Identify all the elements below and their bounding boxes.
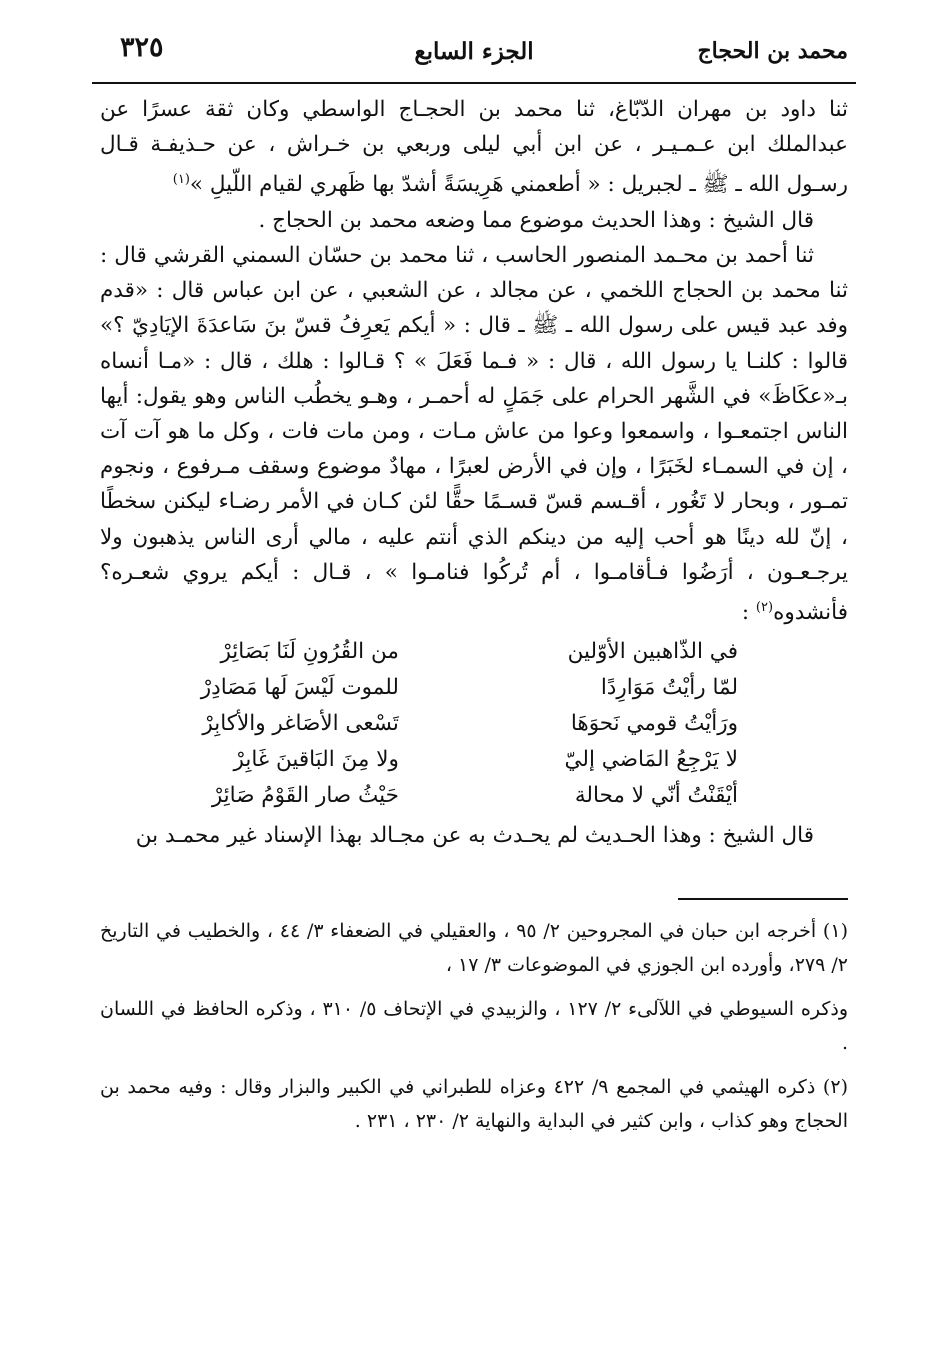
- verse-first-half: أيْقَنْتُ أنّي لا محالة: [574, 783, 738, 809]
- footnote-divider: [678, 898, 848, 900]
- verse-second-half: من القُرُونِ لَنَا بَصَائِرْ: [220, 639, 399, 665]
- verse-row: [110, 778, 738, 814]
- main-text-continued: [100, 818, 848, 853]
- page-number: ٣٢٥: [120, 32, 164, 63]
- footnote-1-continued: وذكره السيوطي في اللآلىء ٢/ ١٢٧ ، والزبيدي في الإتحاف ٥/ ٣١٠ ، وذكره الحافظ في اللسان .: [100, 997, 848, 1054]
- paragraph-comment-1: قال الشيخ : وهذا الحديث موضوع مما وضعه محمد بن الحجاج .: [258, 207, 814, 233]
- verse-second-half: تَسْعى الأصَاغر والأكابِرْ: [202, 711, 399, 737]
- verse-second-half: ولا مِنَ البَاقينَ غَابِرْ: [233, 747, 399, 773]
- main-text: [100, 92, 848, 630]
- verse-first-half: لمّا رأيْتُ مَوَارِدًا: [600, 675, 738, 701]
- running-title: محمد بن الحجاج: [697, 38, 848, 64]
- footnotes: [100, 914, 848, 1138]
- verse-second-half: للموت لَيْسَ لَها مَصَادِرْ: [200, 675, 399, 701]
- verse-row: [110, 742, 738, 778]
- header-divider: [92, 82, 856, 84]
- paragraph-hadith-1: ثنا داود بن مهران الدّبّاغ، ثنا محمد بن الحجـاج الواسطي وكان ثقة عسرًا عن عبدالملك ابن عـمـيـر ، عن ابن أبي ليلى وربعي بن خـراش ، عن حـذيفـة قـال رسـول الله ـ ﷺ ـ لجبريل : « أطعمني هَرِيسَةً أشدّ بها ظَهري لقيام اللّيلِ »$^{(١)}$: [100, 97, 848, 198]
- verse-first-half: ورَأيْتُ قومي نَحوَهَا: [570, 711, 738, 737]
- paragraph-hadith-2: ثنا أحمد بن محـمد المنصور الحاسب ، ثنا محمد بن حسّان السمني القرشي قال : ثنا محمد بن الحجاج اللخمي ، عن مجالد ، عن الشعبي ، عن ابن عباس قال : «قدم وفد عبد قيس على رسول الله ـ ﷺ ـ قال : « أيكم يَعرِفُ قسّ بنَ سَاعدَةَ الإيَادِيّ ؟» قالوا : كلنـا يا رسول الله ، قال : « فـما فَعَلَ » ؟ قـالوا : هلك ، قال : «مـا أنساه بـ«عكَاظَ» في الشَّهر الحرام على جَمَلٍ له أحمـر ، وهـو يخطُب الناس وهو يقول: أيها الناس اجتمعـوا ، واسمعوا وعوا من عاش مـات ، ومن مات فات ، وكل ما هو آت آت ، إن في السمـاء لخَبَرًا ، وإن في الأرض لعبرًا ، مهادٌ موضوع وسقف مـرفوع ، ونجوم تمـور ، وبحار لا تَغُور ، أقـسم قسّ قسـمًا حقًّا لئن كـان في الأمر رضـاء ليكنن سخطًا ، إنّ لله دينًا هو أحب إليه من دينكم الذي أنتم عليه ، مالي أرى الناس يذهبون ولا يرجـعـون ، أرَضُوا فـأقامـوا ، أم تُركُوا فنامـوا » ، قـال : أيكم يروي شعـره؟ فأنشدوه$^{(٢)}$ :: [100, 242, 848, 626]
- footnote-ref-2: (٢): [755, 600, 774, 615]
- page-header: [100, 32, 848, 82]
- verse-first-half: لا يَرْجِعُ المَاضي إليّ: [564, 747, 738, 773]
- volume-title: الجزء السابع: [414, 38, 534, 65]
- poem-verses: [110, 634, 738, 814]
- verse-first-half: في الذّاهبين الأوّلين: [567, 639, 738, 665]
- footnote-1: (١) أخرجه ابن حبان في المجروحين ٢/ ٩٥ ، والعقيلي في الضعفاء ٣/ ٤٤ ، والخطيب في التاريخ ٢/ ٢٧٩، وأورده ابن الجوزي في الموضوعات ٣/ ١٧ ،: [100, 919, 848, 976]
- verse-row: [110, 670, 738, 706]
- footnote-2: (٢) ذكره الهيثمي في المجمع ٩/ ٤٢٢ وعزاه للطبراني في الكبير والبزار وقال : وفيه محمد بن الحجاج وهو كذاب ، وابن كثير في البداية والنهاية ٢/ ٢٣٠ ، ٢٣١ .: [100, 1075, 848, 1132]
- paragraph-comment-2: قال الشيخ : وهذا الحـديث لم يحـدث به عن مجـالد بهذا الإسناد غير محمـد بن: [135, 823, 814, 849]
- verse-row: [110, 706, 738, 742]
- verse-second-half: حَيْثُ صار القَوْمُ صَائِرْ: [211, 783, 399, 809]
- verse-row: [110, 634, 738, 670]
- footnote-ref-1: (١): [172, 172, 190, 188]
